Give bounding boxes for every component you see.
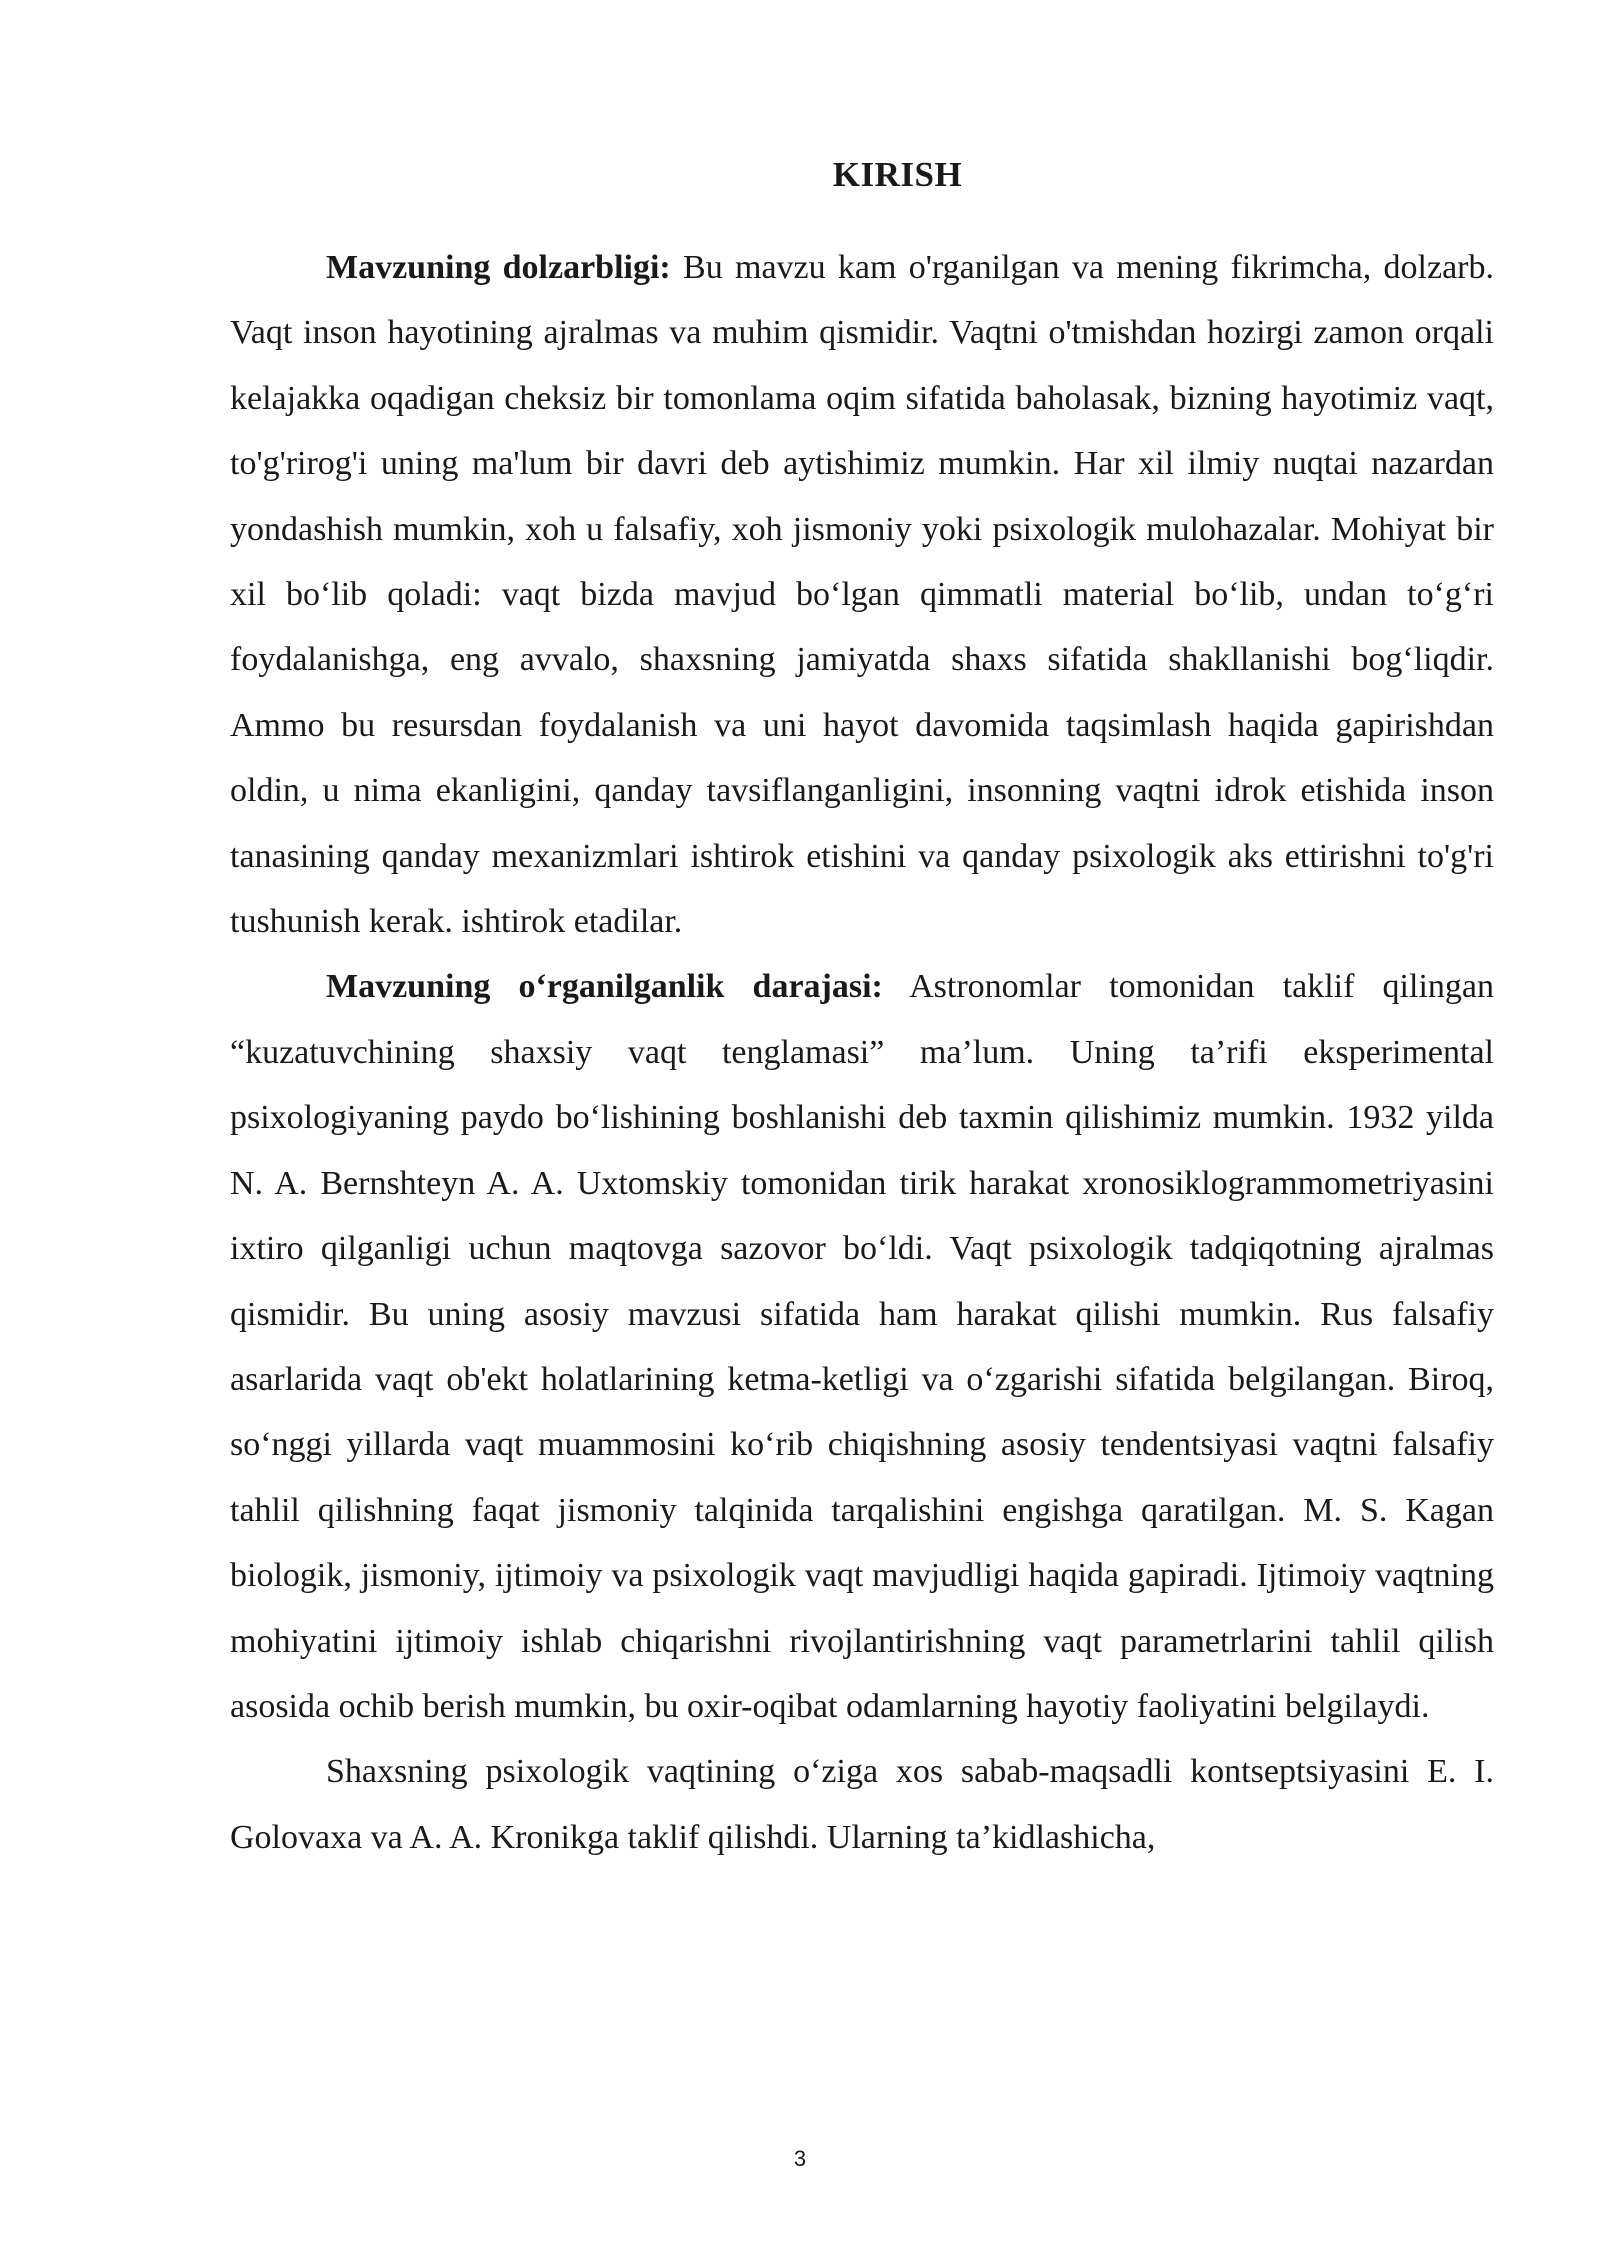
paragraph-text-concept: Shaxsning psixologik vaqtining o‘ziga xos sabab-maqsadli kontseptsiyasini E. I. Golovaxa va A. A. Kronikga taklif qilishdi. Ularning ta’kidlashicha, bbox=[230, 1753, 1494, 1856]
paragraph-study-level bbox=[230, 954, 1494, 1739]
paragraph-relevance bbox=[230, 235, 1494, 954]
paragraph-lead-study-level: Mavzuning o‘rganilganlik darajasi: bbox=[326, 968, 883, 1006]
section-heading: KIRISH bbox=[832, 155, 963, 194]
paragraph-text-relevance: Bu mavzu kam o'rganilgan va mening fikrimcha, dolzarb. Vaqt inson hayotining ajralmas va muhim qismidir. Vaqtni o'tmishdan hozirgi zamon orqali kelajakka oqadigan cheksiz bir tomonlama oqim sifatida baholasak, bizning hayotimiz vaqt, to'g'rirog'i uning ma'lum bir davri deb aytishimiz mumkin. Har xil ilmiy nuqtai nazardan yondashish mumkin, xoh u falsafiy, xoh jismoniy yoki psixologik mulohazalar. Mohiyat bir xil bo‘lib qoladi: vaqt bizda mavjud bo‘lgan qimmatli material bo‘lib, undan to‘g‘ri foydalanishga, eng avvalo, shaxsning jamiyatda shaxs sifatida shakllanishi bog‘liqdir. Ammo bu resursdan foydalanish va uni hayot davomida taqsimlash haqida gapirishdan oldin, u nima ekanligini, qanday tavsiflanganligini, insonning vaqtni idrok etishida inson tanasining qanday mexanizmlari ishtirok etishini va qanday psixologik aks ettirishni to'g'ri tushunish kerak. ishtirok etadilar. bbox=[230, 249, 1494, 941]
paragraph-concept bbox=[230, 1739, 1494, 1870]
page-number: 3 bbox=[793, 2146, 807, 2171]
paragraph-lead-relevance: Mavzuning dolzarbligi: bbox=[326, 249, 671, 286]
paragraph-text-study-level: Astronomlar tomonidan taklif qilingan “kuzatuvchining shaxsiy vaqt tenglamasi” ma’lum. Uning ta’rifi eksperimental psixologiyaning paydo bo‘lishining boshlanishi deb taxmin qilishimiz mumkin. 1932 yilda N. A. Bernshteyn A. A. Uxtomskiy tomonidan tirik harakat xronosiklogrammometriyasini ixtiro qilganligi uchun maqtovga sazovor bo‘ldi. Vaqt psixologik tadqiqotning ajralmas qismidir. Bu uning asosiy mavzusi sifatida ham harakat qilishi mumkin. Rus falsafiy asarlarida vaqt ob'ekt holatlarining ketma-ketligi va o‘zgarishi sifatida belgilangan. Biroq, so‘nggi yillarda vaqt muammosini ko‘rib chiqishning asosiy tendentsiyasi vaqtni falsafiy tahlil qilishning faqat jismoniy talqinida tarqalishini engishga qaratilgan. M. S. Kagan biologik, jismoniy, ijtimoiy va psixologik vaqt mavjudligi haqida gapiradi. Ijtimoiy vaqtning mohiyatini ijtimoiy ishlab chiqarishni rivojlantirishning vaqt parametrlarini tahlil qilish asosida ochib berish mumkin, bu oxir-oqibat odamlarning hayotiy faoliyatini belgilaydi. bbox=[230, 968, 1494, 1725]
body-text bbox=[230, 235, 1494, 1870]
